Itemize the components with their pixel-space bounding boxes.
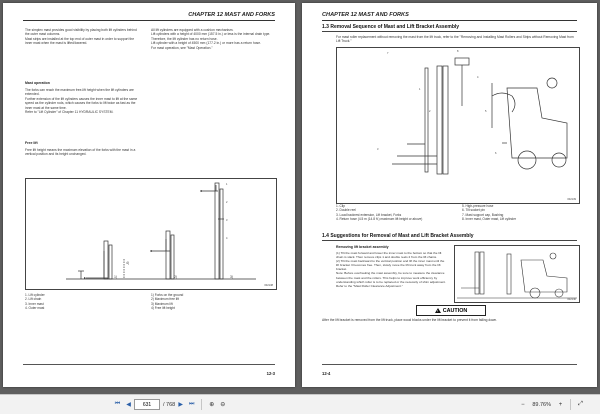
legend-item: 3. Inner mast <box>25 301 44 306</box>
warning-icon: ! <box>435 308 441 313</box>
legend-item: 2. Lift chain <box>25 297 42 302</box>
legend-item: 4. Outer mast <box>25 305 45 310</box>
zoom-out-button[interactable]: − <box>521 401 525 408</box>
label-max-free-lift: 2) <box>174 275 178 279</box>
viewer-toolbar <box>0 394 600 414</box>
cylinder-paragraph: All lift cylinders are equipped with a cushion mechanism. Lift cylinders with a height of 4000 mm (157.5 in.) or less is the internal drain type. Therefore, the lift cylinder has no return hose. Lift cylinder with a height of 4500 mm (177.2 in.) or more has a return hose. For mast operation, see "Mast Operation." <box>151 28 271 50</box>
callout-4: 4 <box>226 237 228 240</box>
total-pages: / 768 <box>163 401 176 408</box>
intro-paragraph: The simplex mast provides good visibility by placing both lift cylinders behind the outer mast columns. Mast strips are installed at the top end of outer mast in order to support the inner mast when the mast is lifted/lowered. <box>25 28 137 46</box>
callout-7: 7 <box>387 52 389 55</box>
section-1-3-title: 1.3 Removal Sequence of Mast and Lift Bracket Assembly <box>322 24 460 30</box>
page-number: 12-4 <box>322 371 331 376</box>
section-1-3-text: For mast roller replacement without removing the mast from the lift truck, refer to the "Removing and Installing Mast Rollers and Strips without Removing Mast from Lift Truck." <box>336 35 574 44</box>
fit-page-icon[interactable]: ⤢ <box>578 401 583 407</box>
figure-id: 002138 <box>264 284 273 287</box>
callout-1: 1 <box>419 88 421 91</box>
legend-item: 3) Maximum lift <box>151 301 173 306</box>
mast-diagram <box>26 179 276 289</box>
zoom-in-icon[interactable]: ⊕ <box>209 402 215 408</box>
removal-sequence-figure <box>336 47 580 204</box>
legend-item: 6. Tilt socket pin <box>462 208 485 213</box>
page-number-input[interactable] <box>134 399 160 410</box>
legend-item: 1) Forks on the ground <box>151 293 184 297</box>
section-1-4-title: 1.4 Suggestions for Removal of Mast and Lift Bracket Assembly <box>322 233 474 239</box>
free-lift-figure <box>25 178 277 290</box>
callout-2: 2 <box>429 110 431 113</box>
zoom-in-button[interactable]: + <box>558 401 563 408</box>
zoom-level[interactable]: 89.76% <box>532 401 551 408</box>
header-rule <box>23 20 275 21</box>
label-free-lift-height: 4) <box>126 261 130 265</box>
callout-5: 5 <box>485 110 487 113</box>
callout-3: 3 <box>377 148 379 151</box>
legend-item: 4) Free lift height <box>151 305 175 310</box>
free-lift-heading: Free lift <box>25 141 38 145</box>
caution-banner <box>416 305 486 316</box>
callout-1: 1 <box>226 183 228 186</box>
footer-rule <box>23 364 275 365</box>
removing-heading: Removing lift bracket assembly <box>336 245 389 249</box>
caution-label: CAUTION <box>442 307 468 314</box>
section-rule <box>322 240 577 241</box>
callout-4: 4 <box>477 76 479 79</box>
callout-3: 3 <box>226 219 228 222</box>
zoom-out-icon[interactable]: ⊖ <box>220 402 226 408</box>
legend-item: 2. Double reel <box>336 208 356 213</box>
header-rule <box>322 20 577 21</box>
lift-bracket-figure <box>454 245 580 303</box>
footer-rule <box>322 364 577 365</box>
legend-item: 5. High-pressure hose <box>462 204 494 208</box>
lift-bracket-diagram <box>455 246 579 302</box>
callout-2: 2 <box>226 201 228 204</box>
page-header: CHAPTER 12 MAST AND FORKS <box>322 12 409 18</box>
figure-legend <box>25 293 275 313</box>
first-page-button[interactable]: ⏮ <box>114 401 121 407</box>
label-max-lift: 3) <box>230 275 234 279</box>
removing-steps: (1) Tilt the mast forward and lower the inner mast to the bottom so that the lift chain is slack. Then remove clips 1 and double reels 2 from the lift chains. (2) Tilt the mast backward to the vertical position and lift the inner mast until the lift bracket 3 becomes free. Then, slowly move the lift truck away from the lift bracket. Note: Before overhauling the mast assembly, be sure to measure the clearance between the mast and the rollers. This helps to improve work efficiency by understanding which roller is to be replaced or the necessity of shim adjustment. Refer to the "Mast Roller Clearance Adjustment." <box>336 251 446 288</box>
caution-text: After the lift bracket is removed from the lift truck, place wood blocks under the lift bracket to prevent it from falling down. <box>322 318 498 322</box>
label-forks-on-ground: 1) <box>114 275 118 279</box>
mast-operation-heading: Mast operation <box>25 81 50 85</box>
last-page-button[interactable]: ⏭ <box>189 401 195 407</box>
callout-6: 6 <box>495 152 497 155</box>
toolbar-divider <box>570 399 571 410</box>
legend-item: 1. Clip <box>336 204 346 208</box>
toolbar-divider <box>201 399 202 410</box>
legend-item: 3. Load backrest extension, Lift bracket, Forks <box>336 212 402 217</box>
removal-legend <box>336 204 578 228</box>
legend-item: 2) Maximum free lift <box>151 297 179 302</box>
left-page <box>3 3 295 387</box>
legend-item: 4. Return hose (4.5 m (14.8 ft.) maximum lift height or above) <box>336 216 423 221</box>
figure-id: 002139 <box>567 198 576 201</box>
next-page-button[interactable]: ▶ <box>178 402 184 408</box>
callout-8: 8 <box>457 50 459 53</box>
legend-item: 1. Lift cylinder <box>25 293 45 297</box>
legend-item: 7. Mast support cap, Bushing <box>462 212 504 217</box>
free-lift-text: Free lift height means the maximum elevation of the forks with the mast in a vertical position and its height unchanged. <box>25 148 136 157</box>
figure-id: 002140 <box>567 298 576 301</box>
page-header: CHAPTER 12 MAST AND FORKS <box>188 12 275 18</box>
removal-diagram <box>337 48 579 203</box>
legend-item: 8. Inner mast, Outer mast, Lift cylinder <box>462 216 517 221</box>
mast-operation-text: The forks can reach the maximum free-lift height when the lift cylinders are extended. Further extension of the lift cylinders causes the inner mast to lift at the same speed as the cylinder rods, which causes the forks to lift twice as fast as the inner mast at the same time. Refer to "Lift Cylinder" of Chapter 11 HYDRAULIC SYSTEM. <box>25 88 138 115</box>
page-number: 12-3 <box>266 371 275 376</box>
section-rule <box>322 31 577 32</box>
right-page <box>302 3 597 387</box>
prev-page-button[interactable]: ◀ <box>126 402 131 408</box>
